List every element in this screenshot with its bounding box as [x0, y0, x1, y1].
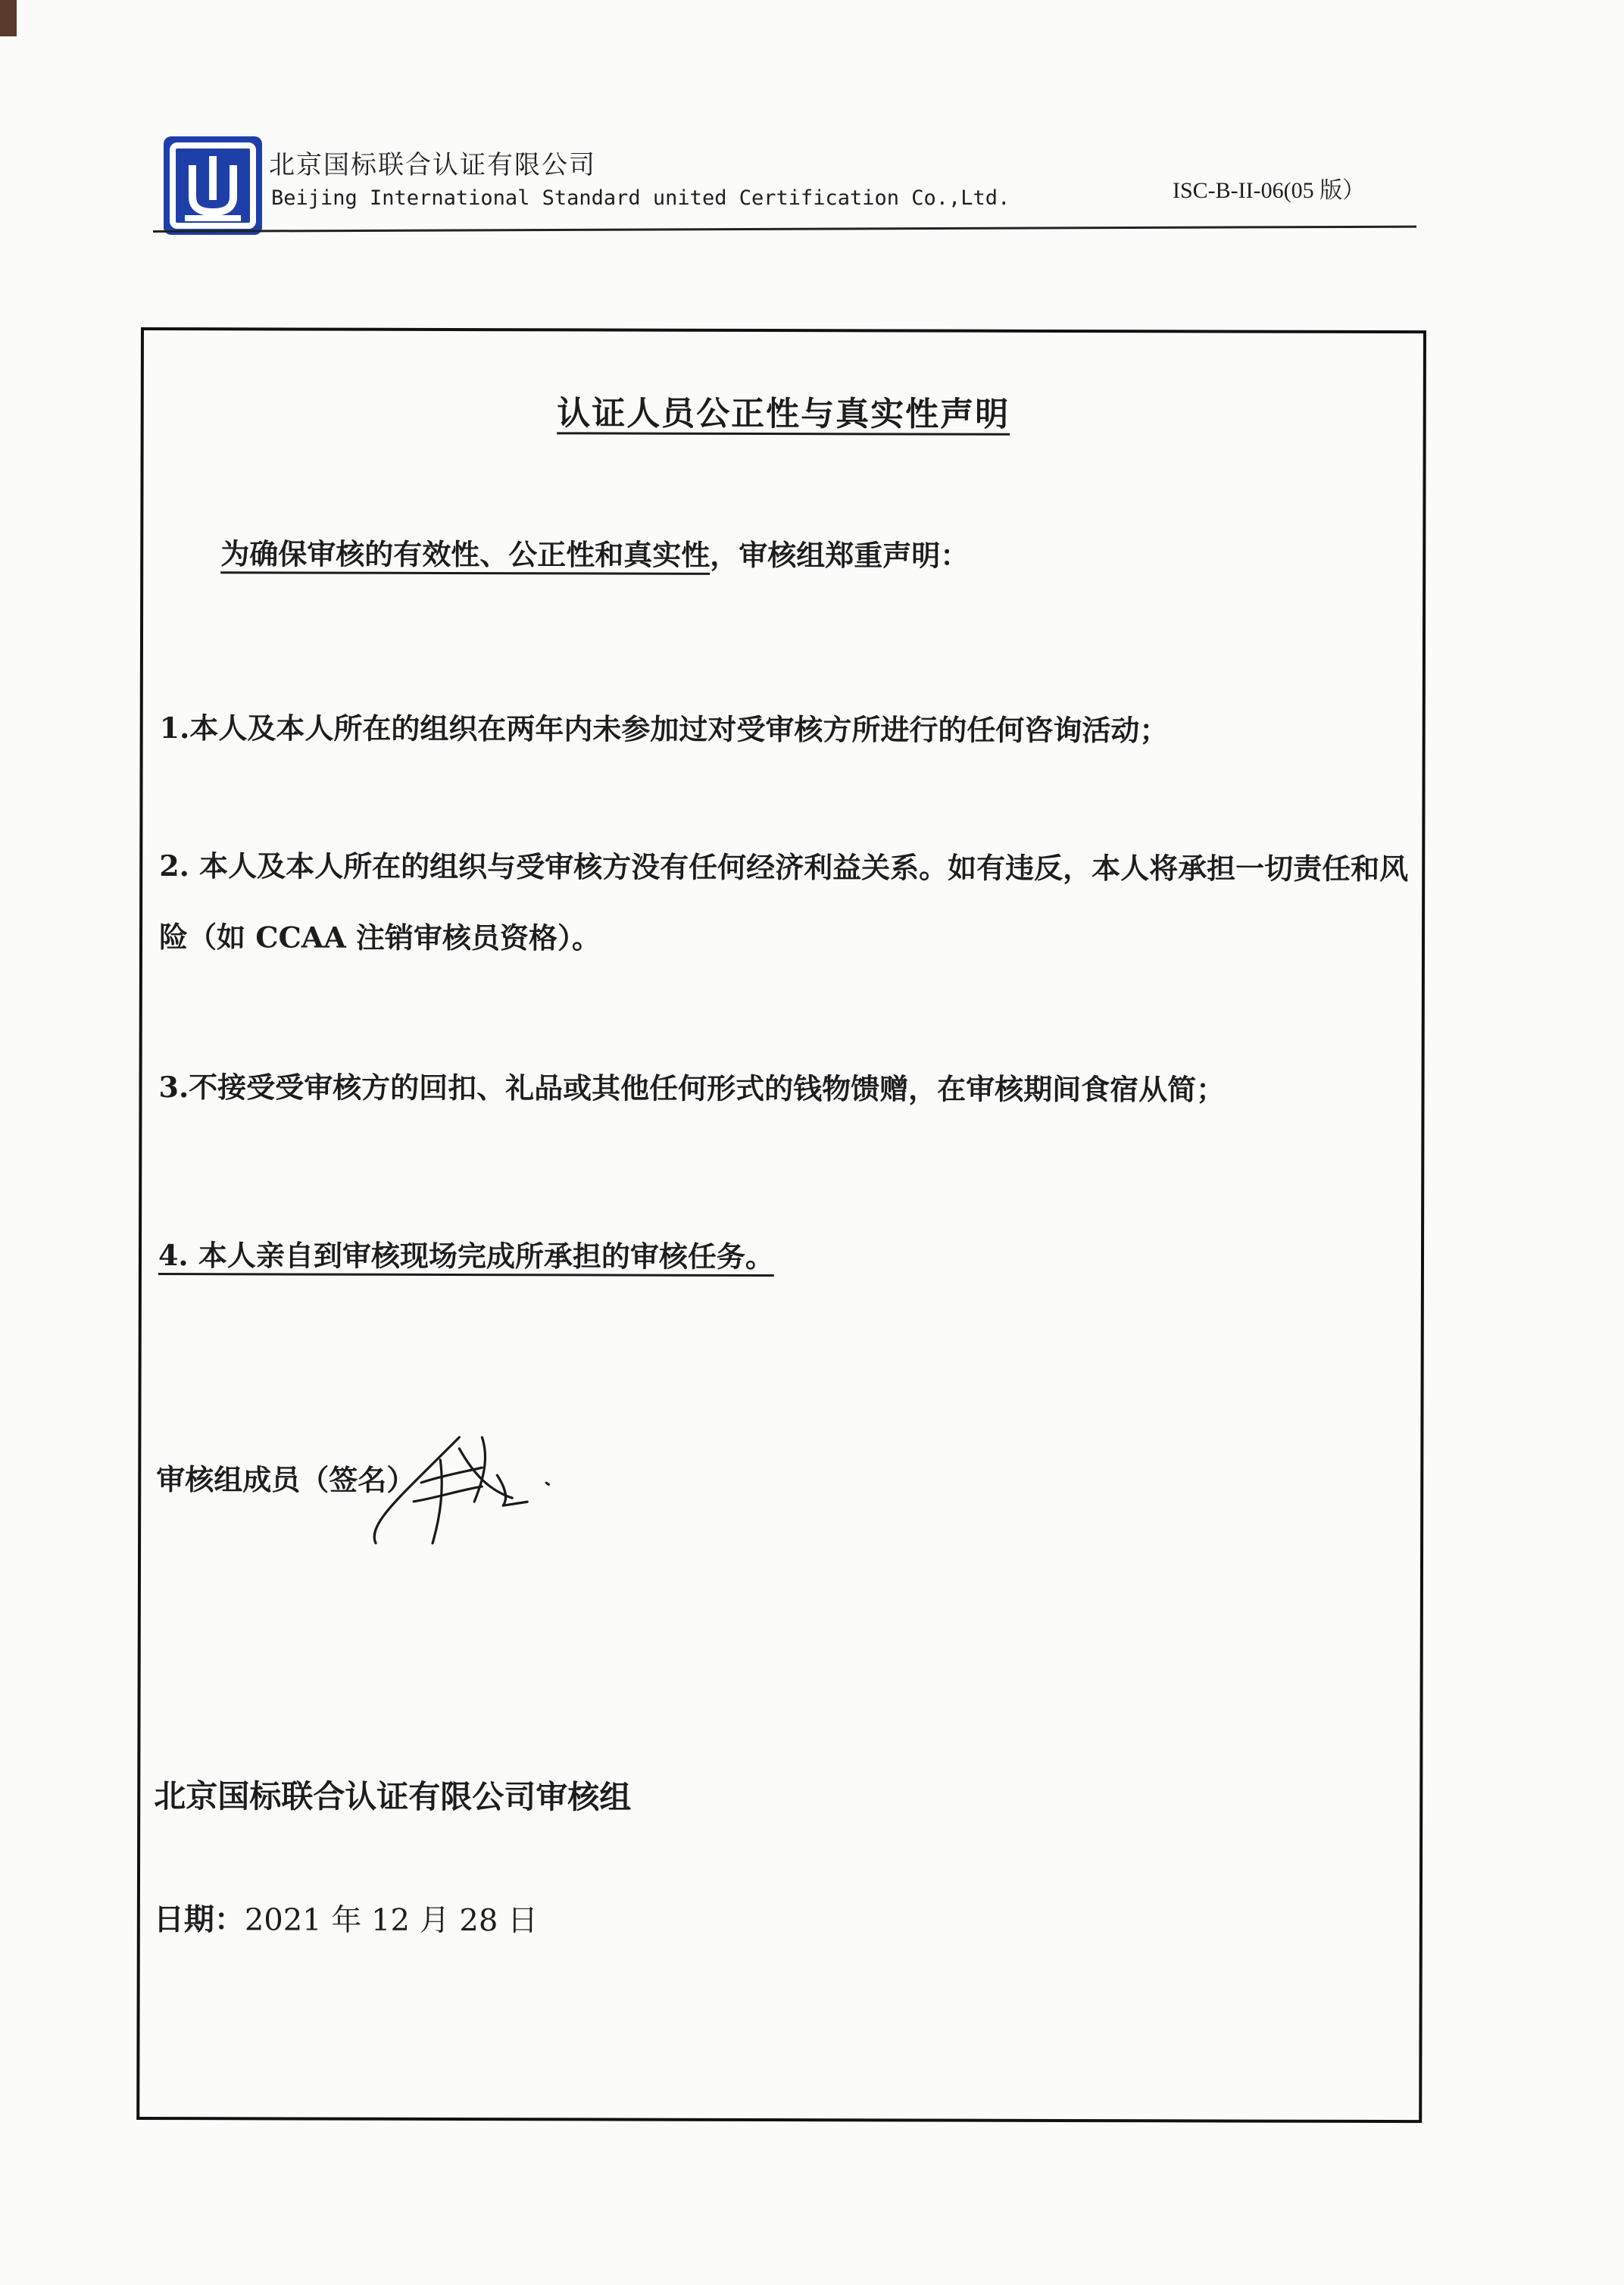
organization-signoff: 北京国标联合认证有限公司审核组 [154, 1777, 632, 1816]
header-divider [153, 226, 1416, 233]
declaration-title-text: 认证人员公正性与真实性声明 [557, 394, 1010, 434]
intro-paragraph [220, 518, 969, 591]
date-label: 日期： [153, 1902, 245, 1938]
scan-edge-mark [0, 0, 17, 36]
signature-label: 审核组成员（签名） [156, 1462, 416, 1497]
declaration-title [144, 385, 1423, 436]
document-code: ISC-B-II-06(05 版） [1173, 178, 1366, 203]
declaration-item-3: 3.不接受受审核方的回扣、礼品或其他任何形式的钱物馈赠，在审核期间食宿从简； [158, 1070, 1226, 1107]
company-name-cn: 北京国标联合认证有限公司 [269, 150, 596, 180]
handwritten-signature [368, 1430, 565, 1552]
intro-underlined-text: 为确保审核的有效性、公正性和真实性 [220, 536, 710, 572]
date-value: 2021 年 12 月 28 日 [244, 1902, 539, 1939]
company-logo-icon [162, 135, 264, 236]
date-line [154, 1896, 538, 1940]
declaration-item-1: 1.本人及本人所在的组织在两年内未参加过对受审核方所进行的任何咨询活动； [159, 711, 1169, 748]
declaration-item-4 [158, 1220, 774, 1293]
intro-rest-text: ，审核组郑重声明： [710, 537, 970, 573]
declaration-item-4-text: 4. 本人亲自到审核现场完成所承担的审核任务。 [158, 1238, 774, 1274]
declaration-box [136, 327, 1426, 2123]
declaration-item-2: 2. 本人及本人所在的组织与受审核方没有任何经济利益关系。如有违反，本人将承担一切责任和风险（如 CCAA 注销审核员资格）。 [158, 849, 1409, 955]
company-name-en: Beijing International Standard united Certification Co.,Ltd. [271, 186, 1010, 210]
